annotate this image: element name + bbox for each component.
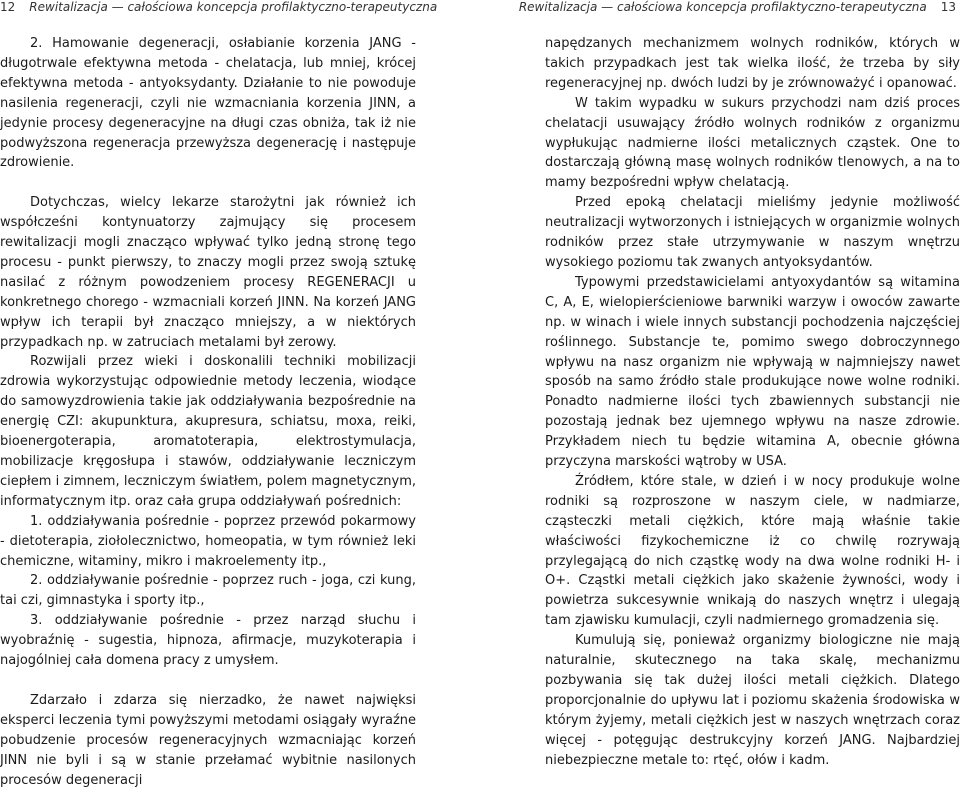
right-page-header: [519, 0, 956, 22]
paragraph: 2. Hamowanie degeneracji, osłabianie korzenia JANG - długotrwale efektywna metoda - chelatacja, lub mniej, krócej efektywna metoda - antyoksydanty. Działanie to nie powoduje nasilenia regeneracji, czyli nie wzmacniania korzenia JINN, a jedynie procesy degeneracyjne na długi czas obniża, tak iż nie podwyższona regeneracja przewyższa degenerację i następuje zdrowienie.: [0, 36, 416, 171]
paragraph: Kumulują się, ponieważ organizmy biologiczne nie mają naturalnie, skutecznego na taka skalę, mechanizmu pozbywania się tak dużej ilości metali ciężkich. Dlatego proporcjonalnie do upływu lat i poziomu skażenia środowiska w którym żyjemy, metali ciężkich jest w naszych wnętrzach coraz więcej - potęgując destrukcyjny korzeń JANG. Najbardziej niebezpieczne metale to: rtęć, ołów i kadm.: [545, 633, 960, 768]
right-page-column: [545, 34, 960, 771]
left-running-title: Rewitalizacja — całościowa koncepcja profilaktyczno-terapeutyczna: [29, 0, 438, 14]
paragraph: 2. oddziaływanie pośrednie - poprzez ruch - joga, czi kung, tai czi, gimnastyka i sporty itp.,: [0, 573, 416, 609]
left-page-column: [0, 34, 416, 790]
left-page-header: [0, 0, 437, 22]
right-running-title: Rewitalizacja — całościowa koncepcja profilaktyczno-terapeutyczna: [518, 0, 927, 14]
paragraph: 3. oddziaływanie pośrednie - przez narząd słuchu i wyobraźnię - sugestia, hipnoza, afirmacje, muzykoterapia i najogólniej cała domena pracy z umysłem.: [0, 613, 416, 669]
paragraph: Dotychczas, wielcy lekarze starożytni jak również ich współcześni kontynuatorzy zajmujący się procesem rewitalizacji mogli znacząco wpływać tylko jedną stronę tego procesu - punkt pierwszy, to znaczy mogli przez swoją sztukę nasilać z różnym powodzeniem procesy REGENERACJI u konkretnego chorego - wzmacniali korzeń JINN. Na korzeń JANG wpływ ich terapii był znacząco mniejszy, a w niektórych przypadkach np. w zatruciach metalami był zerowy.: [0, 195, 416, 350]
right-page-number: 13: [940, 0, 956, 14]
paragraph: Źródłem, które stale, w dzień i w nocy produkuje wolne rodniki są rozproszone w naszym ciele, w nadmiarze, cząsteczki metali ciężkich, które mają właśnie takie właściwości fizykochemiczne iż co chwilę rozrywają przylegającą do nich cząstkę wody na dwa wolne rodniki H- i O+. Cząstki metali ciężkich jako skażenie żywności, wody i powietrza sukcesywnie wnikają do naszych wnętrz i ulegają tam zjawisku kumulacji, czyli nadmiernego gromadzenia się.: [545, 473, 960, 629]
paragraph: napędzanych mechanizmem wolnych rodników, których w takich przypadkach jest tak wielka ilość, że trzeba by siły regeneracyjnej np. dwóch ludzi by je zrównoważyć i opanować.: [545, 36, 960, 91]
paragraph: Zdarzało i zdarza się nierzadko, że nawet najwięksi eksperci leczenia tymi powyższymi metodami osiągały wyraźne pobudzenie procesów regeneracyjnych wzmacniając korzeń JINN nie byli i są w stanie przełamać wybitnie nasilonych procesów degeneracji: [0, 692, 416, 788]
paragraph: Rozwijali przez wieki i doskonalili techniki mobilizacji zdrowia wykorzystując odpowiednie metody leczenia, wiodące do samowyzdrowienia takie jak oddziaływania bezpośrednie na energię CZI: akupunktura, akupresura, schiatsu, moxa, reiki, bioenergoterapia, aromatoterapia, elektrostymulacja, mobilizacje kręgosłupa i stawów, oddziaływanie leczniczym ciepłem i zimnem, leczniczym światłem, polem magnetycznym, informatycznym itp. oraz cała grupa oddziaływań pośrednich:: [0, 354, 416, 509]
paragraph: Typowymi przedstawicielami antyoxydantów są witamina C, A, E, wielopierścieniowe barwniki warzyw i owoców zawarte np. w winach i wiele innych substancji pochodzenia najczęściej roślinnego. Substancje te, pomimo swego dobroczynnego wpływu na nasz organizm nie wpływają w najmniejszy nawet sposób na samo źródło stale produkujące nowe wolne rodniki. Ponadto nadmierne ilości tych zbawiennych substancji nie pozostają jednak bez ujemnego wpływu na nasze zdrowie. Przykładem niech tu będzie witamina A, obecnie główna przyczyna marskości wątroby w USA.: [545, 274, 960, 470]
left-page-number: 12: [0, 0, 16, 14]
paragraph: 1. oddziaływania pośrednie - poprzez przewód pokarmowy - dietoterapia, ziołolecznictwo, homeopatia, w tym również leki chemiczne, witaminy, mikro i makroelementy itp.,: [0, 513, 416, 569]
paragraph: Przed epoką chelatacji mieliśmy jedynie możliwość neutralizacji wytworzonych i istniejących w organizmie wolnych rodników przez stałe utrzymywanie w naszym wnętrzu wysokiego poziomu tak zwanych antyoksydantów.: [545, 195, 960, 270]
paragraph: W takim wypadku w sukurs przychodzi nam dziś proces chelatacji usuwający źródło wolnych rodników z organizmu wypłukując nadmierne ilości metalicznych cząstek. One to dostarczają główną masę wolnych rodników tlenowych, a na to mamy bezpośredni wpływ chelatacją.: [545, 95, 960, 191]
